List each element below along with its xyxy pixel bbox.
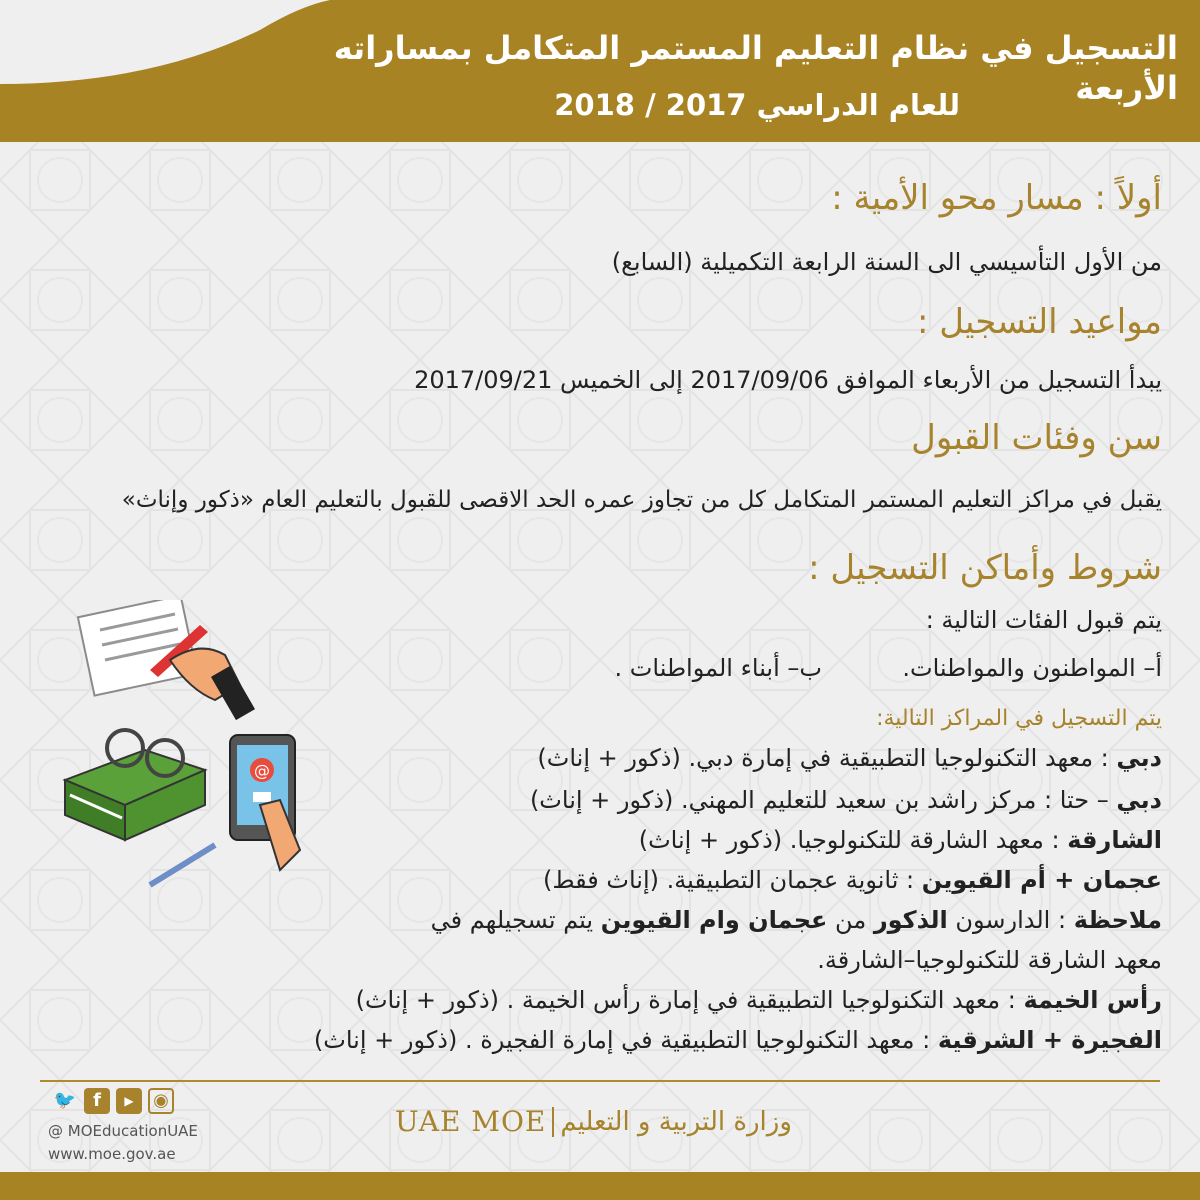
footer-bar: [0, 1172, 1200, 1200]
center-row-sharjah: [639, 824, 1162, 856]
centers-title: يتم التسجيل في المراكز التالية:: [876, 706, 1162, 731]
center-region: الشارقة: [1067, 826, 1162, 854]
note-row-2: [817, 944, 1162, 976]
category-a-wrap: [902, 652, 1162, 684]
section-age-text: يقبل في مراكز التعليم المستمر المتكامل كل من تجاوز عمره الحد الاقصى للقبول بالتعليم العام «ذكور وإناث»: [121, 487, 1162, 513]
centers-title-wrap: [876, 704, 1162, 734]
section-conditions-title: شروط وأماكن التسجيل :: [808, 548, 1162, 588]
brand-ar: وزارة التربية و التعليم: [560, 1106, 792, 1137]
center-detail: : معهد التكنولوجيا التطبيقية في إمارة رأس الخيمة . (ذكور + إناث): [355, 986, 1024, 1014]
footer-divider: [40, 1080, 1160, 1082]
note-row: [431, 904, 1162, 936]
center-detail: : معهد التكنولوجيا التطبيقية في إمارة الفجيرة . (ذكور + إناث): [313, 1026, 938, 1054]
center-detail: – حتا : مركز راشد بن سعيد للتعليم المهني. (ذكور + إناث): [529, 786, 1117, 814]
facebook-icon[interactable]: f: [84, 1088, 110, 1114]
note-label: ملاحظة: [1073, 906, 1162, 934]
section-age-text-wrap: [122, 484, 1162, 516]
center-detail: : معهد الشارقة للتكنولوجيا. (ذكور + إناث): [638, 826, 1068, 854]
center-region: رأس الخيمة: [1023, 986, 1162, 1014]
books-icon: [65, 730, 205, 840]
section-age-title-wrap: [911, 416, 1162, 460]
center-detail: : معهد التكنولوجيا التطبيقية في إمارة دبي. (ذكور + إناث): [537, 744, 1117, 772]
section-dates-title: مواعيد التسجيل :: [916, 302, 1162, 342]
svg-text:@: @: [254, 761, 270, 780]
note-bold: الذكور: [873, 906, 948, 934]
page-subtitle: للعام الدراسي 2017 / 2018: [554, 88, 960, 122]
center-detail: : ثانوية عجمان التطبيقية. (إناث فقط): [543, 866, 922, 894]
pen-icon: [150, 845, 215, 885]
note-part: يتم تسجيلهم في: [430, 906, 601, 934]
center-row-dubai: [537, 742, 1162, 774]
center-row-ajman: [543, 864, 1162, 896]
section-age-title: سن وفئات القبول: [911, 418, 1162, 458]
section-literacy-title-wrap: [831, 176, 1162, 220]
center-region: الفجيرة + الشرقية: [937, 1026, 1162, 1054]
conditions-intro: يتم قبول الفئات التالية :: [925, 606, 1162, 634]
instagram-icon[interactable]: ◉: [148, 1088, 174, 1114]
social-icons: [52, 1088, 174, 1114]
section-dates-title-wrap: [917, 300, 1162, 344]
center-row-fujairah: [314, 1024, 1162, 1056]
website-link[interactable]: www.moe.gov.ae: [48, 1145, 176, 1163]
brand-separator: [552, 1107, 554, 1137]
brand-logo: [395, 1105, 792, 1138]
conditions-intro-wrap: [926, 604, 1162, 636]
center-region: دبي: [1116, 744, 1162, 772]
phone-icon: [230, 735, 300, 870]
page-title: التسجيل في نظام التعليم المستمر المتكامل بمساراته الأربعة: [333, 29, 1178, 107]
section-dates-text: يبدأ التسجيل من الأربعاء الموافق 2017/09/06 إلى الخميس 2017/09/21: [414, 366, 1162, 394]
header-banner: [0, 0, 1200, 142]
section-literacy-title: أولاً : مسار محو الأمية :: [831, 178, 1162, 218]
section-dates-text-wrap: [414, 364, 1162, 396]
center-region: عجمان + أم القيوين: [921, 866, 1162, 894]
category-b-wrap: [615, 652, 822, 684]
category-a: أ– المواطنون والمواطنات.: [902, 654, 1162, 682]
note-bold: عجمان وام القيوين: [600, 906, 828, 934]
note-part: من: [827, 906, 874, 934]
brand-en: UAE MOE: [395, 1105, 547, 1138]
center-row-hatta: [530, 784, 1162, 816]
note-line2: معهد الشارقة للتكنولوجيا–الشارقة.: [817, 946, 1162, 974]
center-region: دبي: [1116, 786, 1162, 814]
center-row-rak: [356, 984, 1162, 1016]
note-part: : الدارسون: [947, 906, 1074, 934]
section-conditions-title-wrap: [808, 546, 1162, 590]
youtube-icon[interactable]: ▶: [116, 1088, 142, 1114]
section-literacy-text-wrap: [612, 246, 1162, 278]
category-b: ب– أبناء المواطنات .: [614, 654, 822, 682]
registration-illustration: [50, 600, 330, 890]
section-literacy-text: من الأول التأسيسي الى السنة الرابعة التكميلية (السابع): [611, 248, 1162, 276]
social-handle[interactable]: @ MOEducationUAE: [48, 1122, 198, 1140]
twitter-icon[interactable]: 🐦: [53, 1090, 77, 1111]
